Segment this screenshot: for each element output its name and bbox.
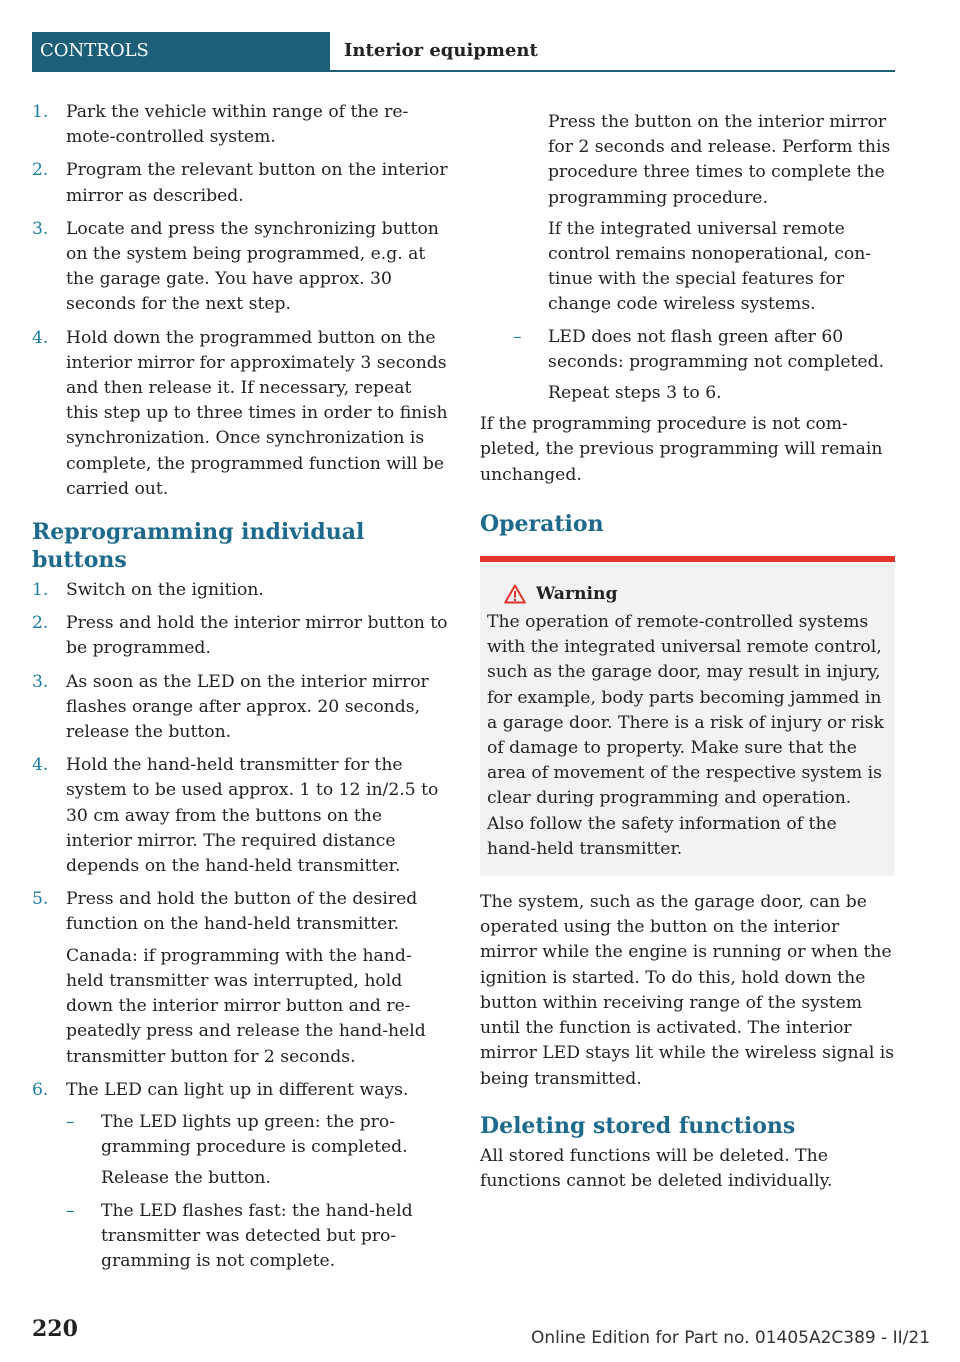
step-text: Switch on the ignition. [66, 580, 264, 601]
continued-text: If the integrated universal remote control remains nonoperational, continue with the special features for change code wireless systems. [548, 218, 872, 315]
dash-item [66, 1110, 448, 1160]
warning-title-text: Warning [536, 583, 618, 604]
right-column [480, 100, 895, 1194]
step-text: Press and hold the button of the desired function on the hand-held transmitter. [66, 889, 418, 935]
step-number: 5. [32, 889, 49, 910]
dash-marker: – [513, 326, 522, 347]
step-number: 4. [32, 327, 49, 348]
warning-title [487, 582, 886, 607]
continued-text: Press the button on the interior mirror for 2 seconds and release. Perform this procedure three times to complete the programming procedure. [548, 112, 891, 208]
step-text: Hold down the programmed button on the interior mirror for approximately 3 seconds and then release it. If necessary, repeat this step up to three times in order to finish synchronization. Once synchronization is complete, the programmed function will be carried out. [66, 327, 448, 499]
edition-footer: Online Edition for Part no. 01405A2C389 - II/21 [531, 1328, 931, 1348]
step-text: Park the vehicle within range of the remote-controlled system. [66, 102, 409, 148]
dash-text: The LED lights up green: the programming procedure is completed. [101, 1111, 408, 1158]
paragraph: All stored functions will be deleted. The functions cannot be deleted individually. [480, 1145, 833, 1191]
paragraph: If the programming procedure is not completed, the previous programming will remain unchanged. [480, 414, 883, 485]
chapter-title: Interior equipment [344, 40, 538, 61]
dash-item [66, 1199, 448, 1275]
list-item [32, 611, 448, 661]
dash-text: The LED flashes fast: the hand-held transmitter was detected but programming is not complete. [101, 1200, 413, 1271]
section-heading-deleting: Deleting stored functions [480, 1112, 796, 1139]
step-number: 2. [32, 160, 49, 181]
dash-subtext: Release the button. [101, 1168, 271, 1189]
dash-marker: – [66, 1200, 75, 1221]
step-note: Canada: if programming with the hand-held transmitter was interrupted, hold down the interior mirror button and repeatedly press and release the hand-held transmitter button for 2 seconds. [66, 945, 426, 1067]
step-number: 1. [32, 102, 49, 122]
list-item [32, 158, 448, 208]
list-item [32, 1078, 448, 1103]
section-heading-reprogramming: Reprogramming individual buttons [32, 519, 365, 574]
step-number: 2. [32, 613, 49, 634]
dash-text: LED does not flash green after 60 seconds: programming not completed. [548, 326, 885, 372]
paragraph: The system, such as the garage door, can be operated using the button on the interior mirror while the engine is running or when the ignition is started. To do this, hold down the button within receiving range of the system until the function is activated. The interior mirror LED stays lit while the wireless signal is being transmitted. [480, 892, 895, 1089]
dash-subtext: Repeat steps 3 to 6. [548, 383, 722, 404]
list-item [32, 578, 448, 603]
warning-box [480, 556, 895, 876]
step-number: 3. [32, 671, 49, 692]
step-text: Hold the hand-held transmitter for the system to be used approx. 1 to 12 in/2.5 to 30 cm away from the buttons on the interior mirror. The required distance depends on the hand-held transmitter. [66, 755, 439, 877]
step-text: Program the relevant button on the interior mirror as described. [66, 160, 448, 206]
list-item [32, 887, 448, 937]
step-number: 3. [32, 218, 49, 239]
list-item [32, 326, 448, 502]
left-column [32, 100, 448, 1274]
section-label: CONTROLS [32, 32, 330, 70]
step-text: Locate and press the synchronizing button on the system being programmed, e.g. at the garage gate. You have approx. 30 seconds for the next step. [66, 218, 439, 315]
list-item [32, 753, 448, 879]
list-item [32, 100, 448, 150]
step-text: Press and hold the interior mirror button to be programmed. [66, 613, 448, 659]
warning-text: The operation of remote-controlled systems with the integrated universal remote control, such as the garage door, may result in injury, for example, body parts becoming jammed in a garage door. There is a risk of injury or risk of damage to property. Make sure that the area of movement of the respective system is clear during programming and operation. Also follow the safety information of the hand-held transmitter. [487, 612, 884, 859]
page-header [32, 32, 895, 72]
dash-item [513, 325, 895, 375]
step-number: 1. [32, 580, 49, 601]
warning-triangle-icon [504, 584, 526, 604]
step-text: The LED can light up in different ways. [66, 1079, 409, 1100]
list-item [32, 670, 448, 746]
step-text: As soon as the LED on the interior mirror flashes orange after approx. 20 seconds, release the button. [66, 671, 429, 743]
section-heading-operation: Operation [480, 510, 604, 537]
list-item [32, 217, 448, 318]
dash-marker: – [66, 1111, 75, 1132]
page-number: 220 [32, 1316, 78, 1342]
step-number: 4. [32, 755, 49, 776]
step-number: 6. [32, 1079, 49, 1100]
